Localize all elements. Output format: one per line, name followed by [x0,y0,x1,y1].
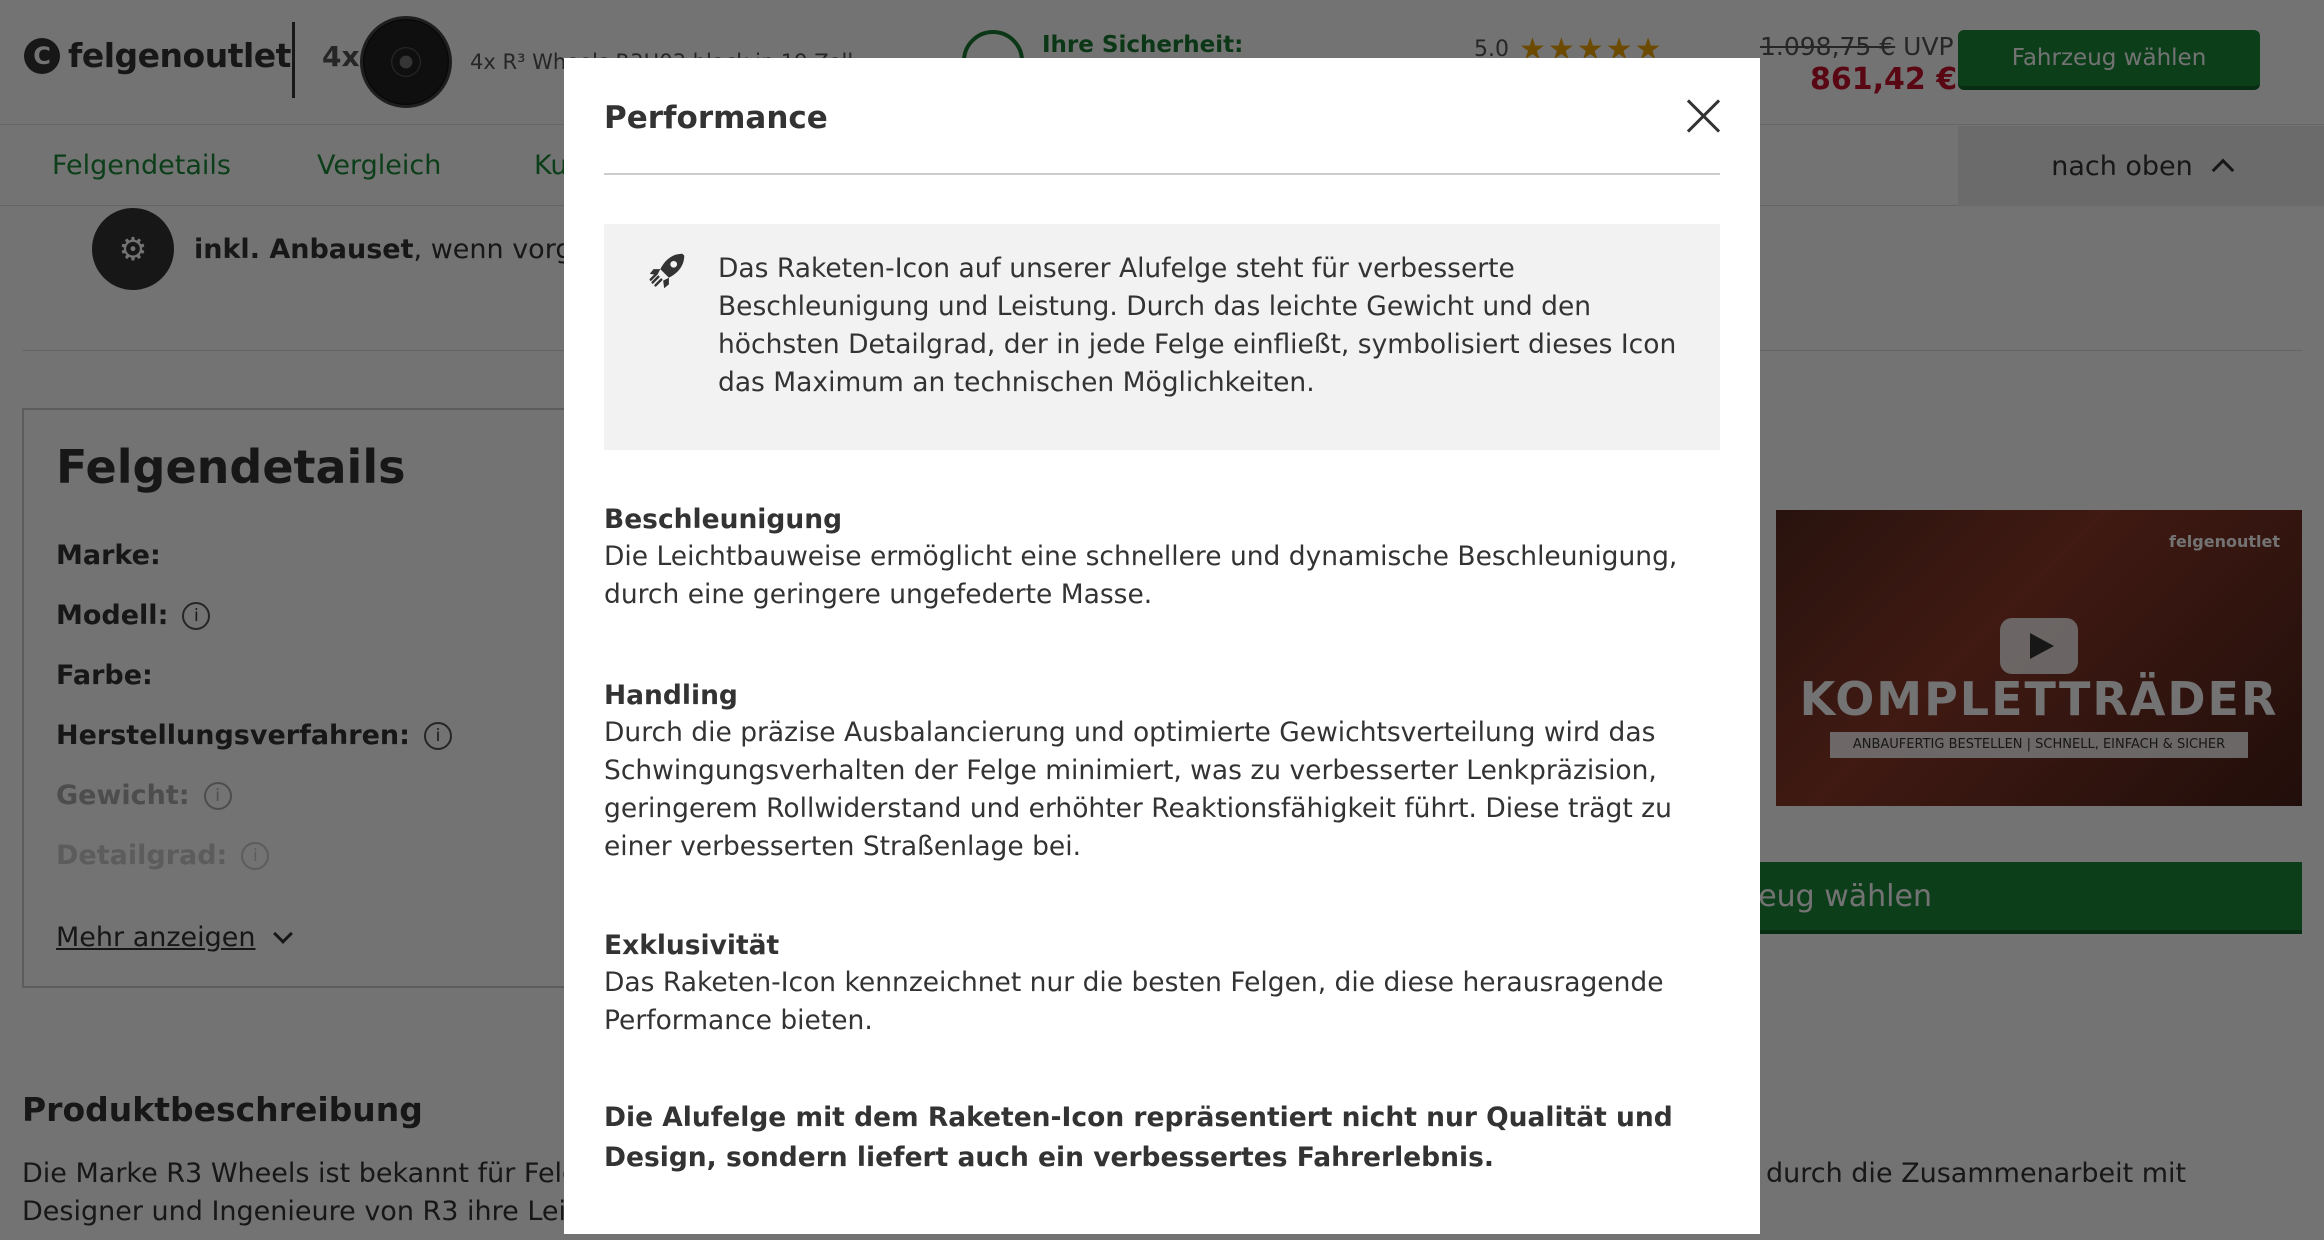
section-heading-acceleration: Beschleunigung [604,504,843,535]
rocket-icon [644,248,690,294]
modal-divider [604,173,1720,175]
section-heading-exclusivity: Exklusivität [604,930,780,961]
section-body-exclusivity: Das Raketen-Icon kennzeichnet nur die besten Felgen, die diese herausragende Performance bieten. [604,967,1664,1036]
section-body-acceleration: Die Leichtbauweise ermöglicht eine schnellere und dynamische Beschleunigung, durch eine geringere ungefederte Masse. [604,541,1678,610]
performance-modal [564,58,1760,1234]
modal-closing-statement: Die Alufelge mit dem Raketen-Icon repräsentiert nicht nur Qualität und Design, sondern liefert auch ein verbessertes Fahrerlebnis. [604,1102,1673,1173]
section-heading-handling: Handling [604,680,738,711]
rocket-info-box [604,224,1720,450]
modal-title: Performance [604,100,828,136]
close-icon[interactable] [1680,92,1728,140]
section-body-handling: Durch die präzise Ausbalancierung und optimierte Gewichtsverteilung wird das Schwingungsverhalten der Felge minimiert, was zu verbesserter Lenkpräzision, geringerem Rollwiderstand und erhöhter Reaktionsfähigkeit führt. Diese trägt zu einer verbesserten Straßenlage bei. [604,717,1672,862]
rocket-info-text: Das Raketen-Icon auf unserer Alufelge steht für verbesserte Beschleunigung und Leistung. Durch das leichte Gewicht und den höchsten Detailgrad, der in jede Felge einfließt, symbolisiert dieses Icon das Maximum an technischen Möglichkeiten. [718,253,1677,398]
